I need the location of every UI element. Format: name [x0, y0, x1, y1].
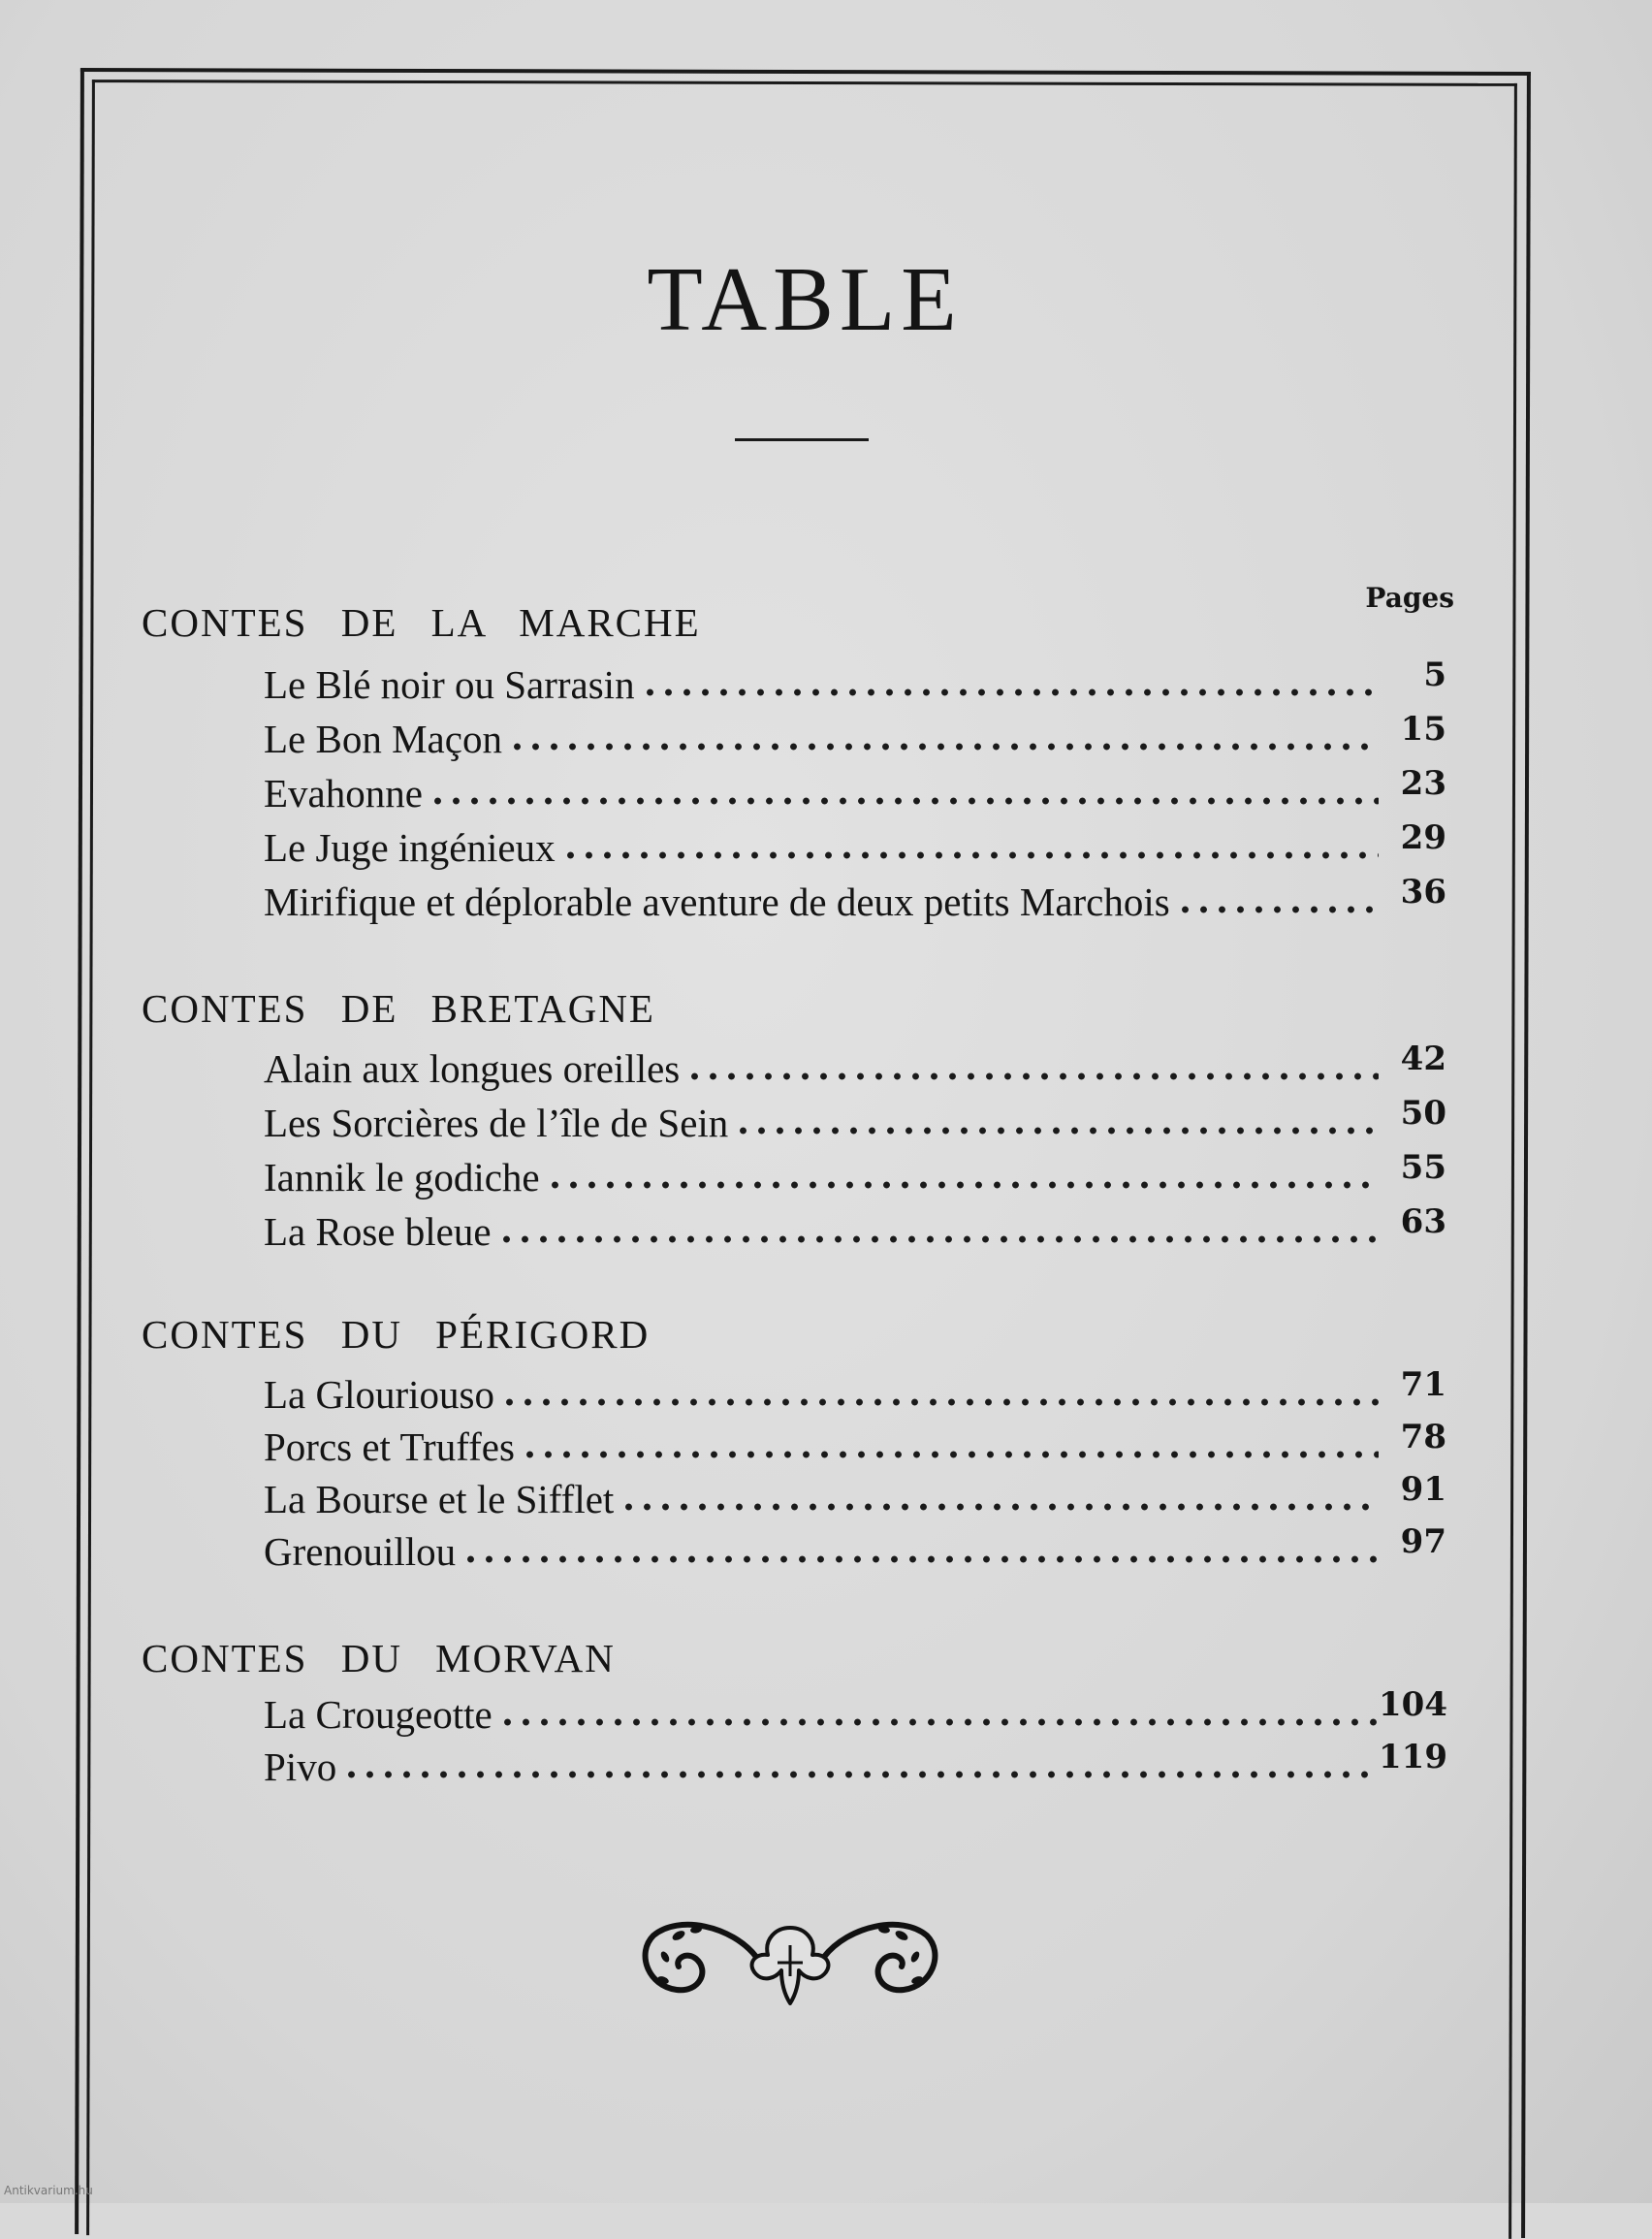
toc-entry[interactable] [264, 710, 1446, 764]
toc-entry[interactable] [264, 1470, 1446, 1524]
toc-entry[interactable] [264, 1202, 1446, 1257]
toc-entry[interactable] [264, 873, 1446, 927]
entry-title: Mirifique et déplorable aventure de deux petits Marchois [264, 880, 1170, 924]
entry-title: La Crougeotte [264, 1692, 492, 1737]
entry-page: 91 [1400, 1470, 1446, 1509]
entry-title: Alain aux longues oreilles [264, 1046, 681, 1091]
dot-leader [508, 710, 1379, 752]
entry-title: La Bourse et le Sifflet [264, 1477, 615, 1521]
floral-scroll-ornament-icon [640, 1906, 940, 2013]
dot-leader [498, 1685, 1379, 1728]
entry-page: 97 [1400, 1522, 1446, 1561]
entry-page: 5 [1423, 656, 1446, 694]
toc-entry[interactable] [264, 1365, 1446, 1420]
entry-page: 15 [1400, 710, 1446, 749]
dot-leader [685, 1040, 1379, 1082]
pages-column-label: Pages [1365, 582, 1454, 614]
dot-leader [500, 1365, 1379, 1408]
section-heading: CONTES DU MORVAN [142, 1636, 616, 1680]
entry-page: 71 [1400, 1365, 1446, 1404]
entry-title: Le Juge ingénieux [264, 825, 556, 870]
entry-title: Evahonne [264, 771, 423, 816]
entry-title: La Glouriouso [264, 1372, 494, 1417]
section-heading: CONTES DE LA MARCHE [142, 600, 701, 645]
dot-leader [342, 1738, 1379, 1780]
dot-leader [429, 764, 1379, 807]
toc-entry[interactable] [264, 1094, 1446, 1148]
entry-title: Le Blé noir ou Sarrasin [264, 662, 635, 707]
dot-leader [461, 1522, 1379, 1565]
toc-entry[interactable] [264, 764, 1446, 818]
entry-title: Grenouillou [264, 1529, 457, 1574]
toc-entry[interactable] [264, 1738, 1446, 1792]
toc-entry[interactable] [264, 1685, 1446, 1740]
entry-title: Les Sorcières de l’île de Sein [264, 1101, 729, 1145]
dot-leader [620, 1470, 1379, 1513]
dot-leader [497, 1202, 1379, 1245]
toc-entry[interactable] [264, 818, 1446, 873]
entry-page: 119 [1379, 1738, 1447, 1776]
dot-leader [546, 1148, 1379, 1191]
dot-leader [521, 1418, 1379, 1460]
entry-title: La Rose bleue [264, 1209, 492, 1254]
toc-entry[interactable] [264, 1148, 1446, 1202]
section-heading: CONTES DE BRETAGNE [142, 986, 655, 1031]
entry-page: 50 [1400, 1094, 1446, 1133]
toc-entry[interactable] [264, 1040, 1446, 1094]
dot-leader [641, 656, 1379, 698]
dot-leader [561, 818, 1379, 861]
entry-page: 63 [1400, 1202, 1446, 1241]
entry-title: Pivo [264, 1744, 337, 1789]
dot-leader [734, 1094, 1379, 1136]
entry-title: Le Bon Maçon [264, 717, 502, 761]
entry-page: 29 [1400, 818, 1446, 857]
toc-entry[interactable] [264, 1522, 1446, 1577]
section-heading: CONTES DU PÉRIGORD [142, 1312, 651, 1357]
entry-page: 36 [1400, 873, 1446, 912]
entry-title: Iannik le godiche [264, 1155, 540, 1199]
entry-page: 23 [1400, 764, 1446, 803]
dot-leader [1176, 873, 1379, 915]
entry-title: Porcs et Truffes [264, 1424, 515, 1469]
page-title: TABLE [647, 249, 963, 350]
entry-page: 55 [1400, 1148, 1446, 1187]
title-divider [735, 438, 869, 441]
entry-page: 42 [1400, 1040, 1446, 1078]
toc-entry[interactable] [264, 1418, 1446, 1472]
watermark: Antikvarium.hu [4, 2184, 93, 2197]
entry-page: 104 [1379, 1685, 1447, 1724]
toc-entry[interactable] [264, 656, 1446, 710]
entry-page: 78 [1400, 1418, 1446, 1456]
